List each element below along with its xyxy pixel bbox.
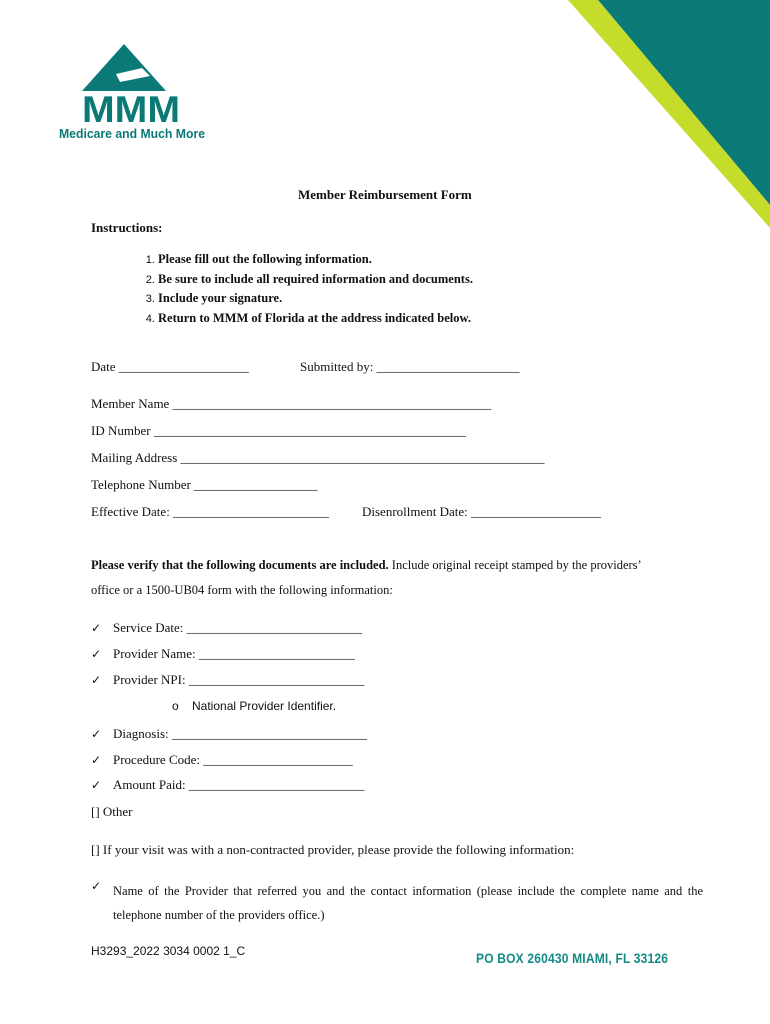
logo-roof-icon [82, 44, 166, 91]
checklist-item-diagnosis[interactable] [91, 726, 367, 742]
checklist-item-service-date[interactable] [91, 620, 362, 636]
amount-paid-label: Amount Paid: ___________________________ [113, 777, 365, 792]
check-icon: ✓ [91, 753, 102, 767]
verify-documents-text [91, 558, 642, 573]
verify-rest: Include original receipt stamped by the providers’ [388, 558, 642, 572]
verify-documents-line2: office or a 1500-UB04 form with the following information: [91, 583, 393, 597]
other-checkbox-item[interactable]: [] Other [91, 804, 133, 819]
checklist-item-amount-paid[interactable] [91, 777, 364, 793]
npi-note-text: National Provider Identifier. [192, 699, 337, 713]
mmm-logo [58, 42, 218, 142]
referral-info-text: Name of the Provider that referred you and the contact information (please include the complete name and the telephone number of the providers office.) [113, 884, 703, 922]
procedure-code-label: Procedure Code: _______________________ [113, 752, 353, 767]
check-icon: ✓ [91, 879, 102, 893]
check-icon: ✓ [91, 621, 102, 635]
checklist-item-provider-name[interactable] [91, 646, 355, 662]
telephone-field[interactable]: Telephone Number ___________________ [91, 477, 318, 492]
checklist-item-provider-npi[interactable] [91, 672, 364, 688]
logo-tagline: Medicare and Much More [59, 127, 206, 141]
service-date-label: Service Date: ___________________________ [113, 620, 363, 635]
instructions-heading: Instructions: [91, 220, 163, 235]
effective-date-field[interactable]: Effective Date: ________________________ [91, 504, 330, 519]
instructions-list [120, 250, 473, 328]
instruction-step: 2. Be sure to include all required information and documents. [158, 270, 473, 290]
provider-name-label: Provider Name: ________________________ [113, 646, 355, 661]
npi-note [172, 699, 336, 713]
verify-bold: Please verify that the following documents are included. [91, 558, 389, 572]
instruction-step: 3. Include your signature. [158, 289, 473, 309]
instruction-step: 4. Return to MMM of Florida at the address indicated below. [158, 309, 473, 329]
form-title: Member Reimbursement Form [298, 187, 472, 202]
check-icon: ✓ [91, 647, 102, 661]
check-icon: ✓ [91, 727, 102, 741]
member-name-field[interactable]: Member Name _________________________________________________ [91, 396, 492, 411]
disenrollment-date-field[interactable]: Disenrollment Date: ____________________ [362, 504, 602, 519]
check-icon: ✓ [91, 778, 102, 792]
id-number-field[interactable]: ID Number ________________________________________________ [91, 423, 466, 438]
diagnosis-label: Diagnosis: ______________________________ [113, 726, 367, 741]
check-icon: ✓ [91, 673, 102, 687]
logo-mark: MMM [82, 89, 180, 130]
non-contracted-checkbox-item[interactable]: [] If your visit was with a non-contracted provider, please provide the following information: [91, 842, 575, 857]
circle-bullet-icon: o [172, 699, 179, 713]
mailing-address-footer: PO BOX 260430 MIAMI, FL 33126 [476, 950, 669, 966]
provider-npi-label: Provider NPI: ___________________________ [113, 672, 365, 687]
date-field[interactable]: Date ____________________ [91, 359, 249, 374]
mailing-address-field[interactable]: Mailing Address ________________________________________________________ [91, 450, 545, 465]
submitted-by-field[interactable]: Submitted by: ______________________ [300, 359, 520, 374]
instruction-step: 1. Please fill out the following information. [158, 250, 473, 270]
document-code: H3293_2022 3034 0002 1_C [91, 944, 246, 958]
checklist-item-procedure-code[interactable] [91, 752, 353, 768]
